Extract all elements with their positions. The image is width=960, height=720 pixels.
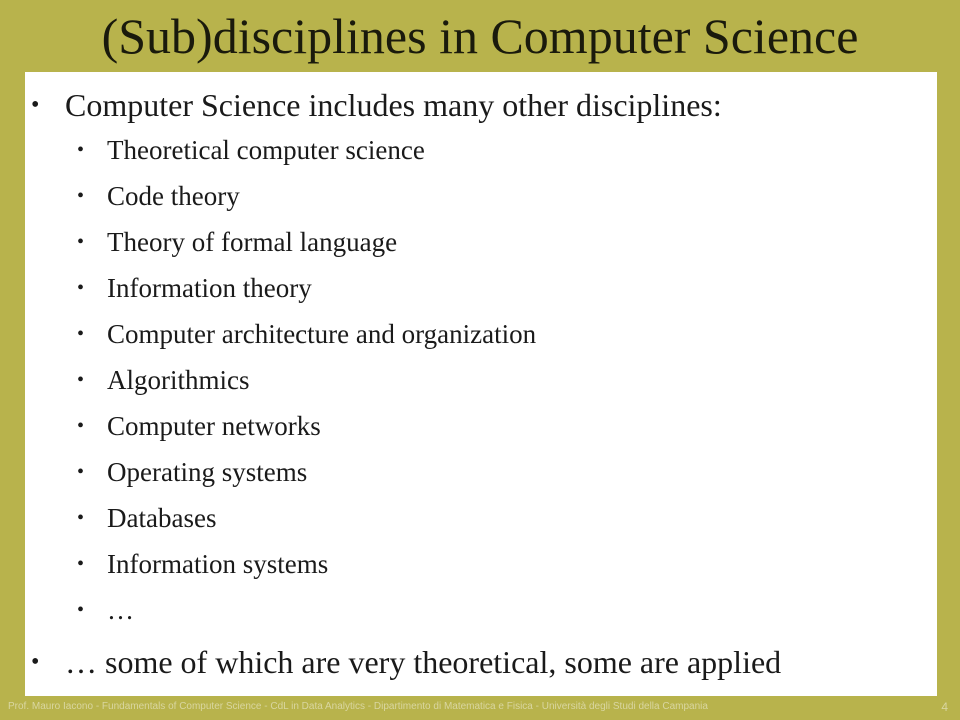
sub-bullet-text: Computer networks: [107, 411, 321, 441]
sub-bullet-text: Databases: [107, 503, 217, 533]
sub-bullet-text: Code theory: [107, 181, 240, 211]
bullet-dot: •: [77, 415, 85, 437]
bullet-dot: •: [31, 92, 40, 118]
bullet-dot: •: [77, 507, 85, 529]
sub-bullet-text: Operating systems: [107, 457, 308, 487]
bullet-dot: •: [77, 369, 85, 391]
bullet-dot: •: [77, 231, 85, 253]
bullet-dot: •: [31, 649, 40, 675]
sub-bullet-text: Computer architecture and organization: [107, 319, 537, 349]
bullet-dot: •: [77, 185, 85, 207]
page-number: 4: [941, 700, 948, 714]
sub-bullet-text: Theoretical computer science: [107, 135, 425, 165]
sub-bullet-text: …: [107, 595, 134, 625]
sub-bullet-text: Information theory: [107, 273, 312, 303]
sub-bullet-text: Information systems: [107, 549, 329, 579]
bullet-dot: •: [77, 139, 85, 161]
slide-footer: Prof. Mauro Iacono - Fundamentals of Computer Science - CdL in Data Analytics - Dipartimento di Matematica e Fisica - Università degli Studi della Campania: [8, 701, 708, 712]
bullet-dot: •: [77, 553, 85, 575]
slide-title: (Sub)disciplines in Computer Science: [101, 8, 859, 64]
bullet-dot: •: [77, 461, 85, 483]
bullet-dot: •: [77, 323, 85, 345]
sub-bullet-text: Algorithmics: [107, 365, 250, 395]
bullet-dot: •: [77, 599, 85, 621]
bullet-text: … some of which are very theoretical, some are applied: [65, 644, 782, 680]
bullet-text: Computer Science includes many other disciplines:: [65, 87, 722, 123]
content-panel: [25, 72, 937, 696]
sub-bullet-text: Theory of formal language: [107, 227, 398, 257]
bullet-dot: •: [77, 277, 85, 299]
